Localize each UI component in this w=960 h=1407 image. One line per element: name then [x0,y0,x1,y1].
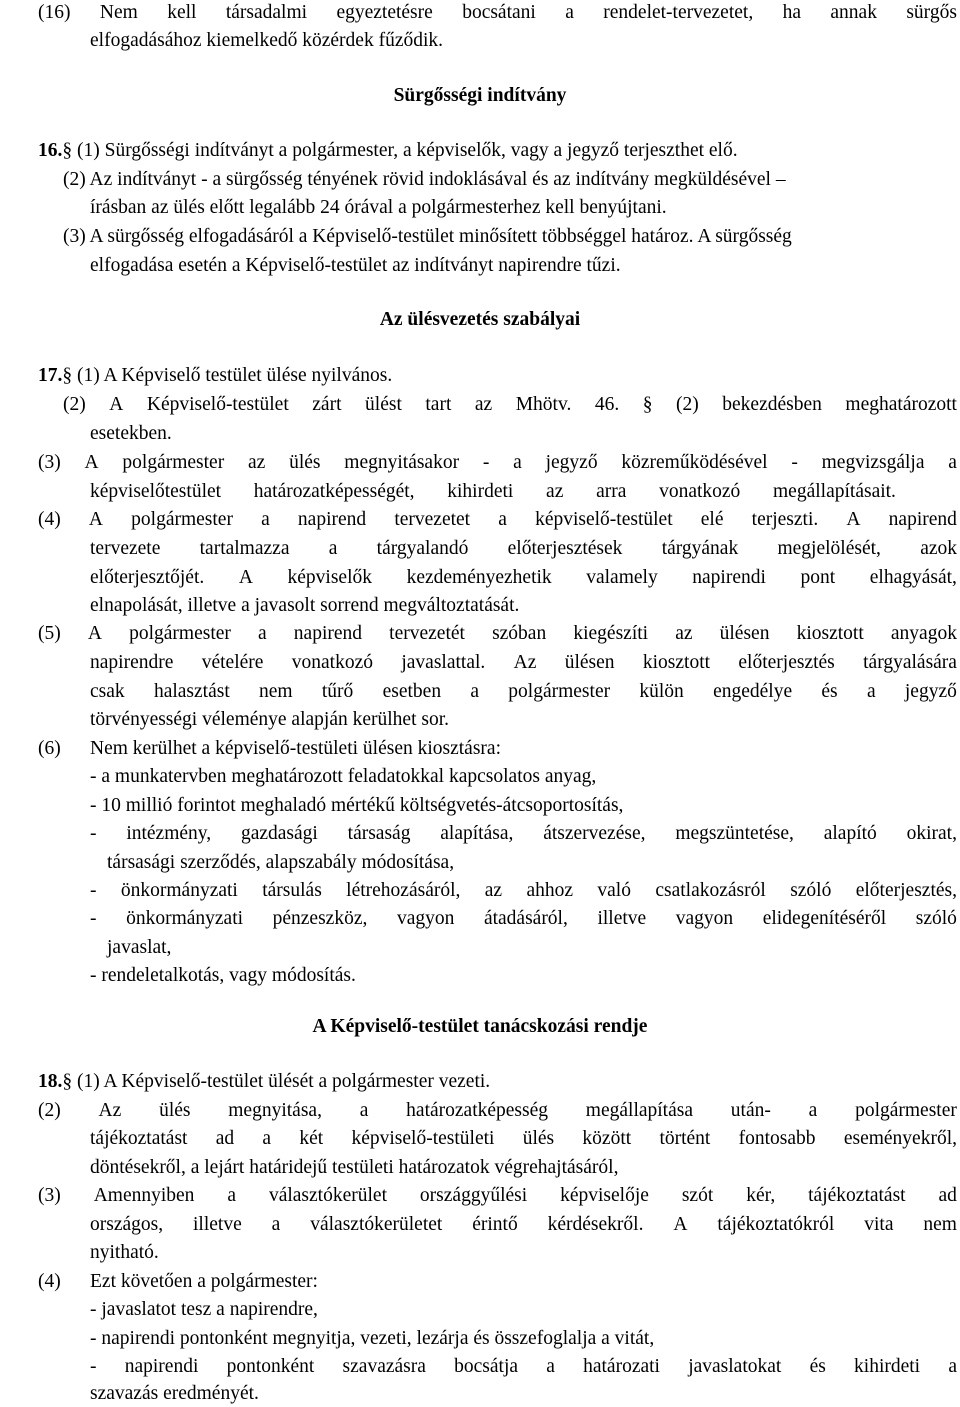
word: tervezetet [394,509,471,530]
paragraph-16-line-2: elfogadásához kiemelkedő közérdek fűződik. [90,30,444,51]
word: gazdasági [240,823,318,844]
word: társulás [262,880,322,901]
word: vonatkozó [291,652,373,673]
word: a [546,1356,555,1377]
word: - [90,908,97,929]
word: Amennyiben [93,1185,195,1206]
word: választókerületet [310,1214,443,1235]
section-16-p3-line-2: elfogadása esetén a Képviselő-testület az indítványt napirendre tűzi. [90,255,621,276]
list-item-continuation: társasági szerződés, alapszabály módosítása, [107,852,455,873]
word: a [359,1100,369,1121]
word: (3) [38,452,61,473]
word: ülés [159,1100,191,1121]
section-16-p3-line-1: (3) A sürgősség elfogadásáról a Képviselő-testület minősített többséggel határoz. A sürgősség [63,226,792,247]
word: a [470,681,480,702]
word: tart [425,394,452,415]
word: az [546,481,564,502]
word: - [90,823,97,844]
word: szóban [492,623,547,644]
word: nem [923,1214,957,1235]
word: Az [98,1100,122,1121]
section-16-p1: (1) Sürgősségi indítványt a polgármester, a képviselők, vagy a jegyző terjeszthet elő. [77,140,738,161]
word: tűrő [321,681,354,702]
word: képviselő-testület [535,509,673,530]
word: megnyitásakor [344,452,460,473]
word: tartalmazza [199,538,290,559]
word: megállapítása [585,1100,693,1121]
word: csatlakozásról [655,880,766,901]
word: átszervezése, [543,823,646,844]
word: rendelet-tervezetet, [603,2,754,23]
word: Nem [99,2,138,23]
word: halasztást [153,681,230,702]
word: megjelölését, [777,538,881,559]
word: megvizsgálja [821,452,925,473]
word: intézmény, [126,823,212,844]
list-item [90,878,957,904]
word: (3) [38,1185,61,1206]
word: képviselő-testületi [351,1128,495,1149]
section-18-p2-line-2 [90,1126,957,1152]
section-number: 18. [38,1071,63,1092]
list-item: - javaslatot tesz a napirendre, [90,1299,318,1320]
word: - [90,1356,97,1377]
word: csak [90,681,125,702]
word: - [482,452,490,473]
section-17-p5-line-2 [90,650,957,676]
section-17-p4-line-1 [38,507,957,533]
word: kérdésekről. [547,1214,644,1235]
word: napirendi [124,1356,199,1377]
word: (2) [63,394,86,415]
list-item: - a munkatervben meghatározott feladatokkal kapcsolatos anyag, [90,766,597,787]
word: a [258,623,267,644]
word: 46. [594,394,620,415]
word: a [808,1100,818,1121]
word: az [247,452,266,473]
word: vagyon [675,908,734,929]
word: elé [700,509,724,530]
section-17-p5-line-4: törvényességi véleménye alapján kerülhet sor. [90,709,449,730]
word: (2) [38,1100,61,1121]
word: arra [596,481,627,502]
word: A [846,509,861,530]
word: napirendi [692,567,766,588]
word: megszüntetése, [675,823,794,844]
word: ad [938,1185,957,1206]
word: a [948,452,957,473]
section-17-p2-line-1 [63,392,957,418]
word: kiosztott [796,623,864,644]
word: után- [730,1100,771,1121]
word: és [821,681,838,702]
word: terjeszti. [751,509,819,530]
section-16-p2-line-1: (2) Az indítványt - a sürgősség tényének rövid indoklásával és az indítvány megküldésével – [63,169,786,190]
word: kezdeményezhetik [406,567,552,588]
word: a [271,1214,281,1235]
word: - [791,452,798,473]
section-18-line-1 [38,1069,490,1095]
list-item-continuation: szavazás eredményét. [90,1383,259,1404]
word: kell [167,2,197,23]
list-item [90,821,957,847]
word: - [90,880,97,901]
section-17-p5-line-3 [90,679,957,705]
section-18-p4-label: (4) [38,1271,61,1292]
word: A [109,394,124,415]
word: § [642,394,653,415]
word: ülést [365,394,402,415]
word: határozati [583,1356,660,1377]
word: a [227,1185,237,1206]
list-item: - 10 millió forintot meghaladó mértékű költségvetés-átcsoportosítás, [90,795,624,816]
word: való [597,880,631,901]
word: előterjesztőjét. [90,567,205,588]
word: tárgyának [661,538,739,559]
word: ülésen [719,623,770,644]
word: előterjesztés, [855,880,957,901]
word: A [88,509,103,530]
word: ahhoz [526,880,574,901]
word: nem [259,681,293,702]
word: a [866,681,876,702]
word: a [262,1128,272,1149]
word: ad [215,1128,235,1149]
word: kihirdeti [447,481,514,502]
word: választókerület [268,1185,387,1206]
word: országgyűlési [419,1185,528,1206]
section-18-p4-intro: Ezt követően a polgármester: [90,1271,318,1292]
word: (16) [38,2,71,23]
section-17-p4-line-3 [90,565,957,591]
word: meghatározott [845,394,957,415]
word: a [261,509,270,530]
word: megállapításait. [773,481,896,502]
list-item: - rendeletalkotás, vagy módosítás. [90,965,356,986]
word: okirat, [906,823,957,844]
section-number: 17. [38,365,63,386]
word: vonatkozó [659,481,741,502]
section-17-p3-line-1 [38,450,957,476]
word: napirendre [90,652,174,673]
word: A [238,567,253,588]
word: önkormányzati [120,880,238,901]
section-17-p2-line-2: esetekben. [90,423,172,444]
word: ülés [289,452,321,473]
list-item [90,906,957,932]
word: előterjesztések [507,538,623,559]
word: alapítása, [440,823,514,844]
section-heading-surgossegi-inditvany: Sürgősségi indítvány [393,85,567,106]
word: létrehozásáról, [346,880,461,901]
word: (2) [676,394,699,415]
word: a [513,452,522,473]
section-17-p4-line-2 [90,536,957,562]
word: illetve [597,908,647,929]
word: vagyon [396,908,455,929]
section-17-p5-line-1 [38,621,957,647]
word: bocsátani [462,2,536,23]
section-16-p2-line-2: írásban az ülés előtt legalább 24 órával a polgármesterhez kell benyújtani. [90,197,667,218]
word: A [673,1214,688,1235]
word: pénzeszköz, [272,908,368,929]
word: polgármester [122,452,225,473]
word: fontosabb [738,1128,816,1149]
word: társadalmi [225,2,308,23]
word: A [87,623,102,644]
word: Képviselő-testület [146,394,289,415]
word: közreműködésével [621,452,768,473]
section-18-p2-line-1 [38,1098,957,1124]
word: a [498,509,507,530]
word: érintő [472,1214,518,1235]
section-18-p3-line-2 [90,1212,957,1238]
word: szavazásra [342,1356,426,1377]
word: bocsátja [454,1356,519,1377]
word: polgármester [508,681,611,702]
word: bekezdésben [722,394,822,415]
section-number: 16. [38,140,63,161]
word: kihirdeti [854,1356,921,1377]
word: átadásáról, [483,908,568,929]
word: valamely [586,567,658,588]
section-17-p6-intro: Nem kerülhet a képviselő-testületi ülésen kiosztásra: [90,738,501,759]
word: az [484,880,503,901]
word: elidegenítéséről [762,908,887,929]
word: megnyitása, [228,1100,322,1121]
section-18-p3-line-3: nyitható. [90,1242,159,1263]
section-17-p1: (1) A Képviselő testület ülése nyilvános. [77,365,393,386]
section-17-line-1 [38,363,392,389]
word: a [565,2,574,23]
word: alapító [823,823,877,844]
word: polgármester [855,1100,957,1121]
word: Az [513,652,537,673]
word: eseményekről, [843,1128,957,1149]
word: engedélye [713,681,793,702]
word: polgármester [129,623,231,644]
section-18-p2-line-3: döntésekről, a lejárt határidejű testületi határozatok végrehajtásáról, [90,1157,619,1178]
word: jegyző [545,452,598,473]
word: szót [681,1185,714,1206]
word: a [328,538,338,559]
word: elhagyását, [869,567,957,588]
word: határozatképesség [406,1100,549,1121]
word: vita [864,1214,894,1235]
word: annak [830,2,877,23]
word: anyagok [890,623,957,644]
section-heading-ulesvezetes: Az ülésvezetés szabályai [379,309,581,330]
word: (5) [38,623,61,644]
paragraph-sign: § [62,140,73,161]
section-heading-tanacskozasi-rend: A Képviselő-testület tanácskozási rendje [312,1016,648,1037]
word: zárt [312,394,342,415]
section-17-p3-line-2 [90,479,896,505]
word: tárgyalandó [376,538,469,559]
word: képviselők [287,567,372,588]
word: javaslatokat [688,1356,782,1377]
word: és [809,1356,826,1377]
word: szóló [790,880,832,901]
word: kiosztott [642,652,711,673]
paragraph-sign: § [62,1071,73,1092]
word: pontonként [226,1356,315,1377]
word: pont [800,567,836,588]
word: napirend [293,623,363,644]
word: az [675,623,693,644]
word: között [582,1128,632,1149]
word: illetve [193,1214,242,1235]
word: vételére [201,652,264,673]
word: önkormányzati [126,908,244,929]
word: azok [920,538,957,559]
word: ülésen [564,652,615,673]
word: tájékoztatókról [717,1214,835,1235]
paragraph-sign: § [62,365,73,386]
word: kér, [746,1185,776,1206]
word: sürgős [906,2,957,23]
list-item-continuation: javaslat, [107,937,172,958]
word: tájékoztatást [90,1128,188,1149]
list-item [90,1354,957,1380]
word: tervezete [90,538,161,559]
word: társaság [347,823,411,844]
section-17-p6-label: (6) [38,738,61,759]
word: előterjesztés [738,652,835,673]
paragraph-16-line-1 [38,0,957,26]
word: tájékoztatást [808,1185,906,1206]
word: képviselője [560,1185,649,1206]
word: (4) [38,509,61,530]
word: kiegészíti [573,623,649,644]
word: ha [782,2,801,23]
section-17-p4-line-4: elnapolását, illetve a javasolt sorrend megváltoztatását. [90,595,520,616]
word: a [948,1356,957,1377]
word: külön [639,681,684,702]
word: két [299,1128,324,1149]
section-16-line-1 [38,138,738,164]
word: jegyző [904,681,957,702]
word: javaslattal. [401,652,486,673]
word: napirend [297,509,367,530]
word: tárgyalására [863,652,957,673]
word: A [84,452,99,473]
word: polgármester [131,509,233,530]
word: egyeztetésre [336,2,433,23]
word: Mhötv. [515,394,572,415]
section-18-p3-line-1 [38,1183,957,1209]
word: szóló [915,908,957,929]
word: tervezetét [389,623,465,644]
word: ülés [522,1128,555,1149]
word: történt [659,1128,711,1149]
word: képviselőtestület [90,481,222,502]
word: napirend [888,509,957,530]
word: országos, [90,1214,164,1235]
list-item: - napirendi pontonként megnyitja, vezeti, lezárja és összefoglalja a vitát, [90,1328,655,1349]
word: esetben [382,681,442,702]
section-18-p1: (1) A Képviselő-testület ülését a polgármester vezeti. [77,1071,491,1092]
word: az [474,394,493,415]
word: határozatképességét, [253,481,415,502]
